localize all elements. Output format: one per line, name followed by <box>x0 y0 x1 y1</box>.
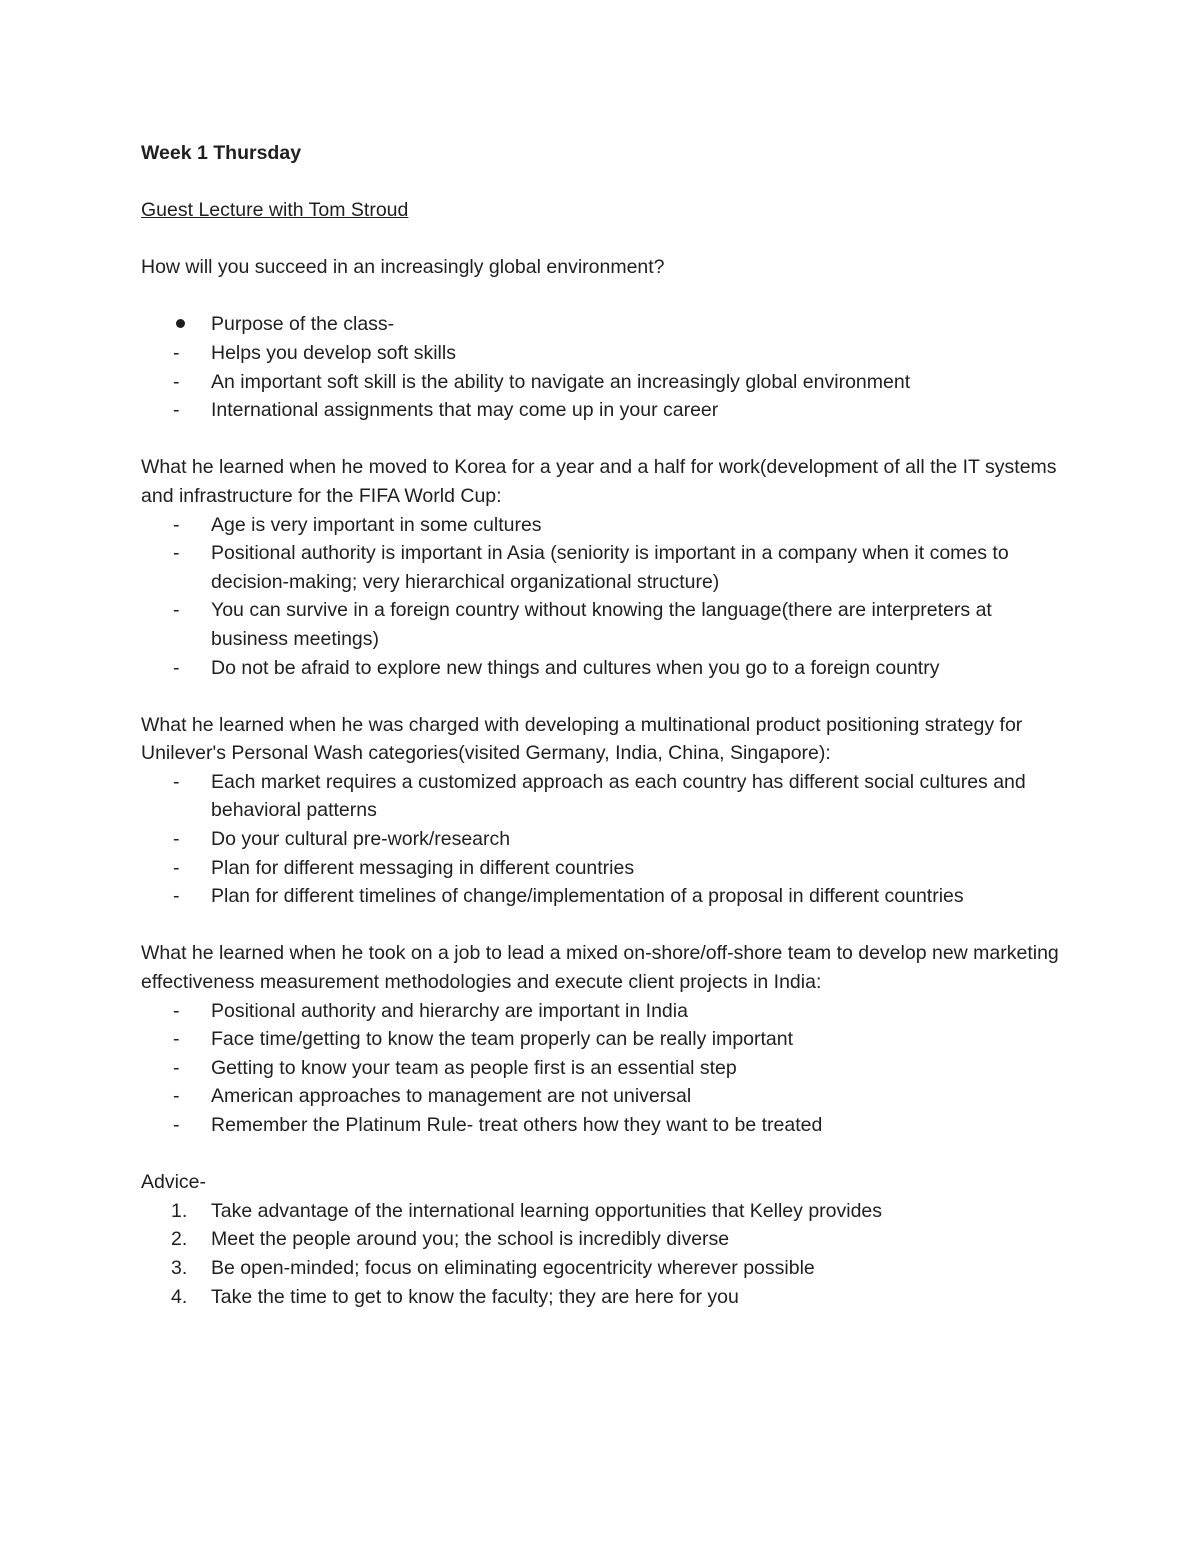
list-item: - International assignments that may come up in your career <box>173 399 719 422</box>
list-item: 1. Take advantage of the international learning opportunities that Kelley provides <box>171 1199 883 1222</box>
bullet-dot-icon <box>176 319 185 328</box>
list-item: - Face time/getting to know the team properly can be really important <box>173 1028 794 1051</box>
list-item: - Helps you develop soft skills <box>173 341 456 364</box>
list-item: - Each market requires a customized approach as each country has different social cultures and behavioral patterns <box>173 770 1026 822</box>
list-item: 2. Meet the people around you; the school is incredibly diverse <box>171 1228 730 1251</box>
list-item: - Plan for different messaging in different countries <box>173 856 635 879</box>
list-item: - Do your cultural pre-work/research <box>173 828 511 851</box>
india-intro: What he learned when he took on a job to lead a mixed on-shore/off-shore team to develop new marketing effectiveness measurement methodologies and execute client projects in India: <box>141 942 1059 994</box>
document-page <box>141 139 1066 1311</box>
list-item: - Positional authority is important in Asia (seniority is important in a company when it comes to decision-making; very hierarchical organizational structure) <box>173 542 1009 593</box>
list-item: - Do not be afraid to explore new things and cultures when you go to a foreign country <box>173 656 940 679</box>
list-item: - Positional authority and hierarchy are important in India <box>173 999 688 1022</box>
list-item: - Getting to know your team as people first is an essential step <box>173 1056 737 1079</box>
list-item: 3. Be open-minded; focus on eliminating egocentricity wherever possible <box>171 1256 815 1279</box>
list-item: - You can survive in a foreign country without knowing the language(there are interpreters at business meetings) <box>173 599 992 650</box>
list-item: - Age is very important in some cultures <box>173 513 542 536</box>
guiding-question: How will you succeed in an increasingly global environment? <box>141 256 665 279</box>
advice-heading: Advice- <box>141 1171 207 1194</box>
list-item: - Plan for different timelines of change/implementation of a proposal in different countries <box>173 885 964 908</box>
list-item: - An important soft skill is the ability to navigate an increasingly global environment <box>173 370 911 393</box>
unilever-list <box>141 768 1066 911</box>
list-item: 4. Take the time to get to know the faculty; they are here for you <box>171 1285 739 1308</box>
purpose-list <box>141 310 1066 424</box>
list-item: - American approaches to management are not universal <box>173 1085 692 1108</box>
korea-list <box>141 511 1066 683</box>
unilever-intro: What he learned when he was charged with developing a multinational product positioning strategy for Unilever's Personal Wash categories(visited Germany, India, China, Singapore): <box>141 713 1023 765</box>
india-list <box>141 997 1066 1140</box>
document-title: Week 1 Thursday <box>141 142 302 164</box>
list-item: Purpose of the class- <box>141 310 1066 339</box>
advice-list <box>141 1197 1066 1311</box>
korea-intro: What he learned when he moved to Korea for a year and a half for work(development of all the IT systems and infrastructure for the FIFA World Cup: <box>141 456 1057 507</box>
document-subtitle: Guest Lecture with Tom Stroud <box>141 199 409 221</box>
list-item: - Remember the Platinum Rule- treat others how they want to be treated <box>173 1114 823 1136</box>
